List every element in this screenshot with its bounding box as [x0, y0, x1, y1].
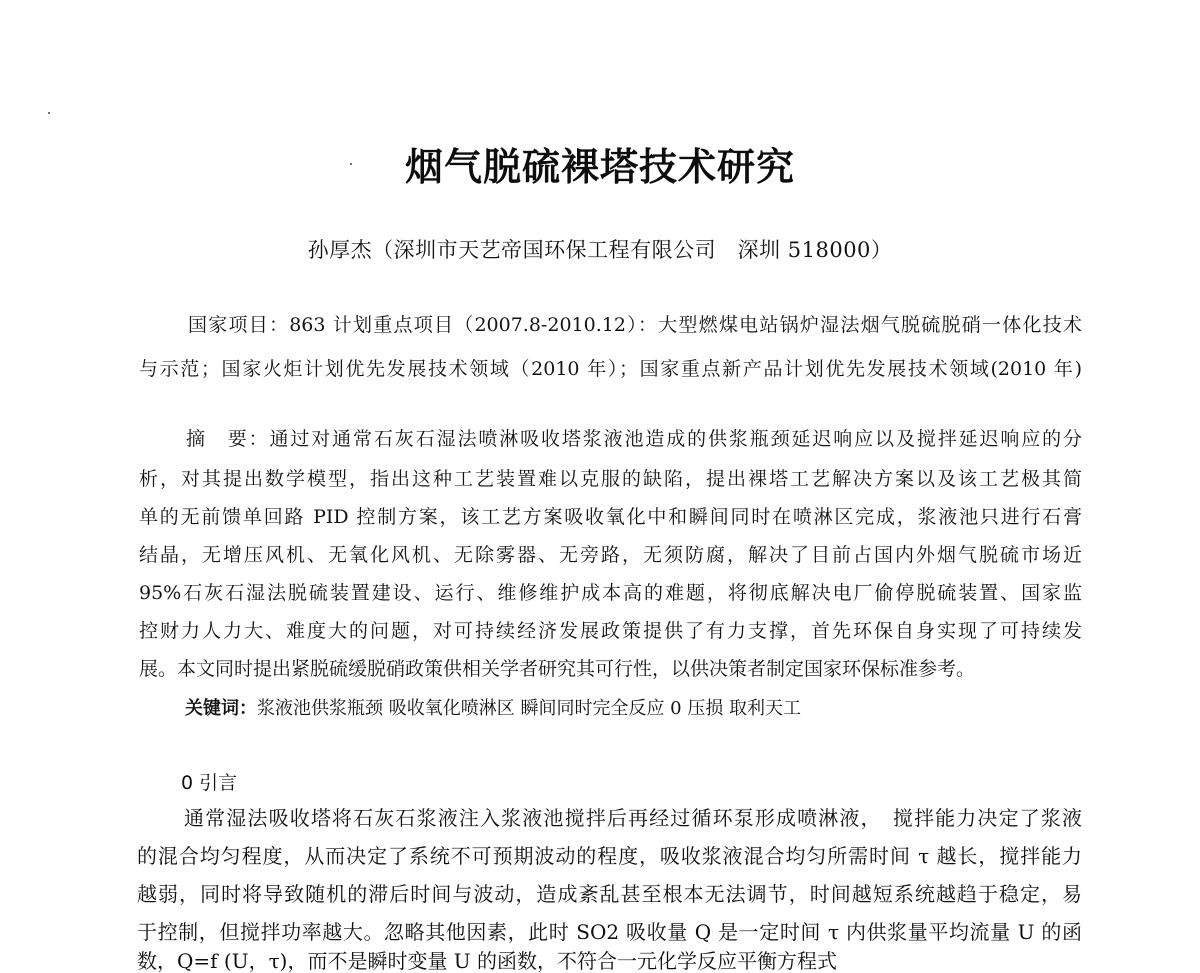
abstract-line: 95%石灰石湿法脱硫装置建设、运行、维修维护成本高的难题，将彻底解决电厂偷停脱硫装置、国家监: [139, 582, 1082, 604]
project-line: 与示范；国家火炬计划优先发展技术领域（2010 年）；国家重点新产品计划优先发展技术领域(2010 年): [139, 358, 1082, 380]
author-affiliation: 孙厚杰（深圳市天艺帝国环保工程有限公司 深圳 518000）: [307, 238, 893, 262]
keywords-text: 浆液池供浆瓶颈 吸收氧化喷淋区 瞬间同时完全反应 0 压损 取利天工: [257, 698, 802, 719]
paper-title: 烟气脱硫裸塔技术研究: [404, 144, 795, 189]
abstract-line: 控财力人力大、难度大的问题，对可持续经济发展政策提供了有力支撑，首先环保自身实现了可持续发: [139, 620, 1082, 642]
project-line: 国家项目：863 计划重点项目（2007.8-2010.12）：大型燃煤电站锅炉湿法烟气脱硫脱硝一体化技术: [188, 314, 1082, 336]
abstract-line: 析，对其提出数学模型，指出这种工艺装置难以克服的缺陷，提出裸塔工艺解决方案以及该工艺极其简: [139, 468, 1082, 490]
abstract-line: 结晶，无增压风机、无氧化风机、无除雾器、无旁路，无须防腐，解决了目前占国内外烟气脱硫市场近: [139, 544, 1082, 566]
keywords-line: [185, 694, 801, 720]
abstract-line: 摘 要：通过对通常石灰石湿法喷淋吸收塔浆液池造成的供浆瓶颈延迟响应以及搅拌延迟响应的分: [186, 428, 1082, 450]
keywords-label: 关键词：: [185, 698, 257, 719]
intro-line: 通常湿法吸收塔将石灰石浆液注入浆液池搅拌后再经过循环泵形成喷淋液， 搅拌能力决定了浆液: [184, 806, 1082, 830]
intro-line: 的混合均匀程度，从而决定了系统不可预期波动的程度，吸收浆液混合均匀所需时间 τ 越长，搅拌能力: [137, 844, 1082, 868]
abstract-line: 展。本文同时提出紧脱硫缓脱硝政策供相关学者研究其可行性，以供决策者制定国家环保标准参考。: [139, 658, 976, 680]
scan-speck: [48, 112, 50, 114]
section-heading: 0 引言: [181, 772, 238, 794]
intro-line: 越弱，同时将导致随机的滞后时间与波动，造成紊乱甚至根本无法调节，时间越短系统越趋于稳定，易: [137, 882, 1082, 906]
intro-line: 于控制，但搅拌功率越大。忽略其他因素，此时 SO2 吸收量 Q 是一定时间 τ 内供浆量平均流量 U 的函: [137, 920, 1082, 944]
abstract-line: 单的无前馈单回路 PID 控制方案，该工艺方案吸收氧化中和瞬间同时在喷淋区完成，浆液池只进行石膏: [139, 506, 1082, 528]
intro-line-partial: 数，Q=f (U，τ)，而不是瞬时变量 U 的函数，不符合一元化学反应平衡方程式: [137, 949, 838, 973]
